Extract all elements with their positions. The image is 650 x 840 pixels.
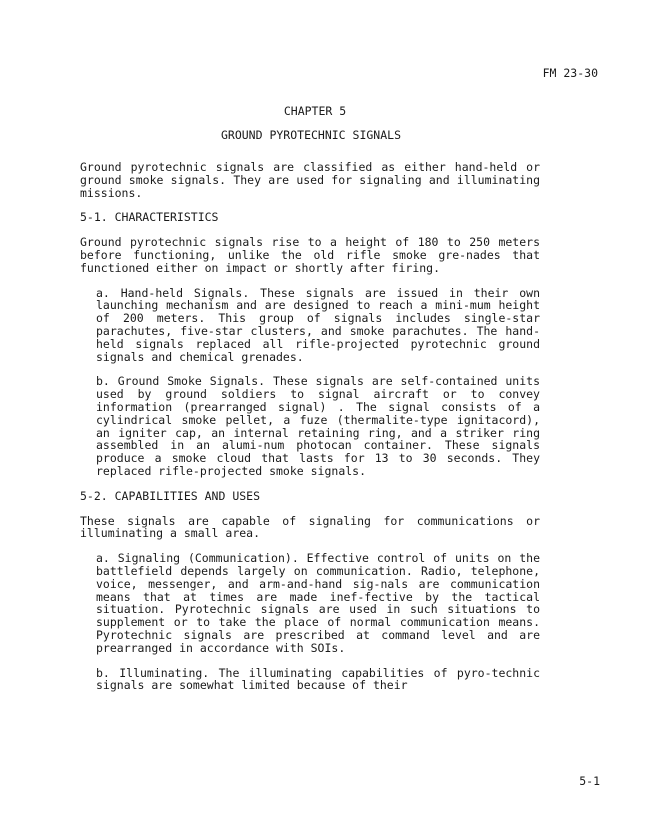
intro-paragraph: Ground pyrotechnic signals are classified as either hand-held or ground smoke signals. They are used for signaling and illuminating missions. (80, 160, 540, 200)
chapter-label: CHAPTER 5 (283, 104, 347, 118)
section-heading-characteristics: 5-1. CHARACTERISTICS (80, 210, 219, 225)
signaling-paragraph: a. Signaling (Communication). Effective control of units on the battlefield depends largely on communication. Radio, telephone, voice, messenger, and arm-and-hand sig-nals are communication means that at times are made inef-fective by the tactical situation. Pyrotechnic signals are used in such situations to supplement or to take the place of normal communication means. Pyrotechnic signals are prescribed at command level and are prearranged in accordance with SOIs. (96, 551, 540, 655)
section-heading-capabilities: 5-2. CAPABILITIES AND USES (80, 488, 261, 503)
chapter-title: GROUND PYROTECHNIC SIGNALS (220, 128, 401, 142)
illuminating-paragraph: b. Illuminating. The illuminating capabilities of pyro-technic signals are somewhat limited because of their (96, 665, 540, 693)
capabilities-paragraph: These signals are capable of signaling for communications or illuminating a small area. (80, 513, 540, 541)
characteristics-paragraph: Ground pyrotechnic signals rise to a height of 180 to 250 meters before functioning, unlike the old rifle smoke gre-nades that functioned either on impact or shortly after firing. (80, 235, 540, 275)
manual-code: FM 23-30 (542, 66, 598, 80)
page-number: 5-1 (579, 774, 600, 788)
body-text (80, 161, 540, 692)
ground-smoke-signals-paragraph: b. Ground Smoke Signals. These signals are self-contained units used by ground soldiers to signal aircraft or to convey information (prearranged signal) . The signal consists of a cylindrical smoke pellet, a fuze (thermalite-type ignitacord), an igniter cap, an internal retaining ring, and a striker ring assembled in an alumi-num photocan container. These signals produce a smoke cloud that lasts for 13 to 30 seconds. They replaced rifle-projected smoke signals. (96, 374, 540, 478)
hand-held-signals-paragraph: a. Hand-held Signals. These signals are issued in their own launching mechanism and are designed to reach a mini-mum height of 200 meters. This group of signals includes single-star parachutes, five-star clusters, and smoke parachutes. The hand-held signals replaced all rifle-projected pyrotechnic ground signals and chemical grenades. (96, 285, 540, 364)
